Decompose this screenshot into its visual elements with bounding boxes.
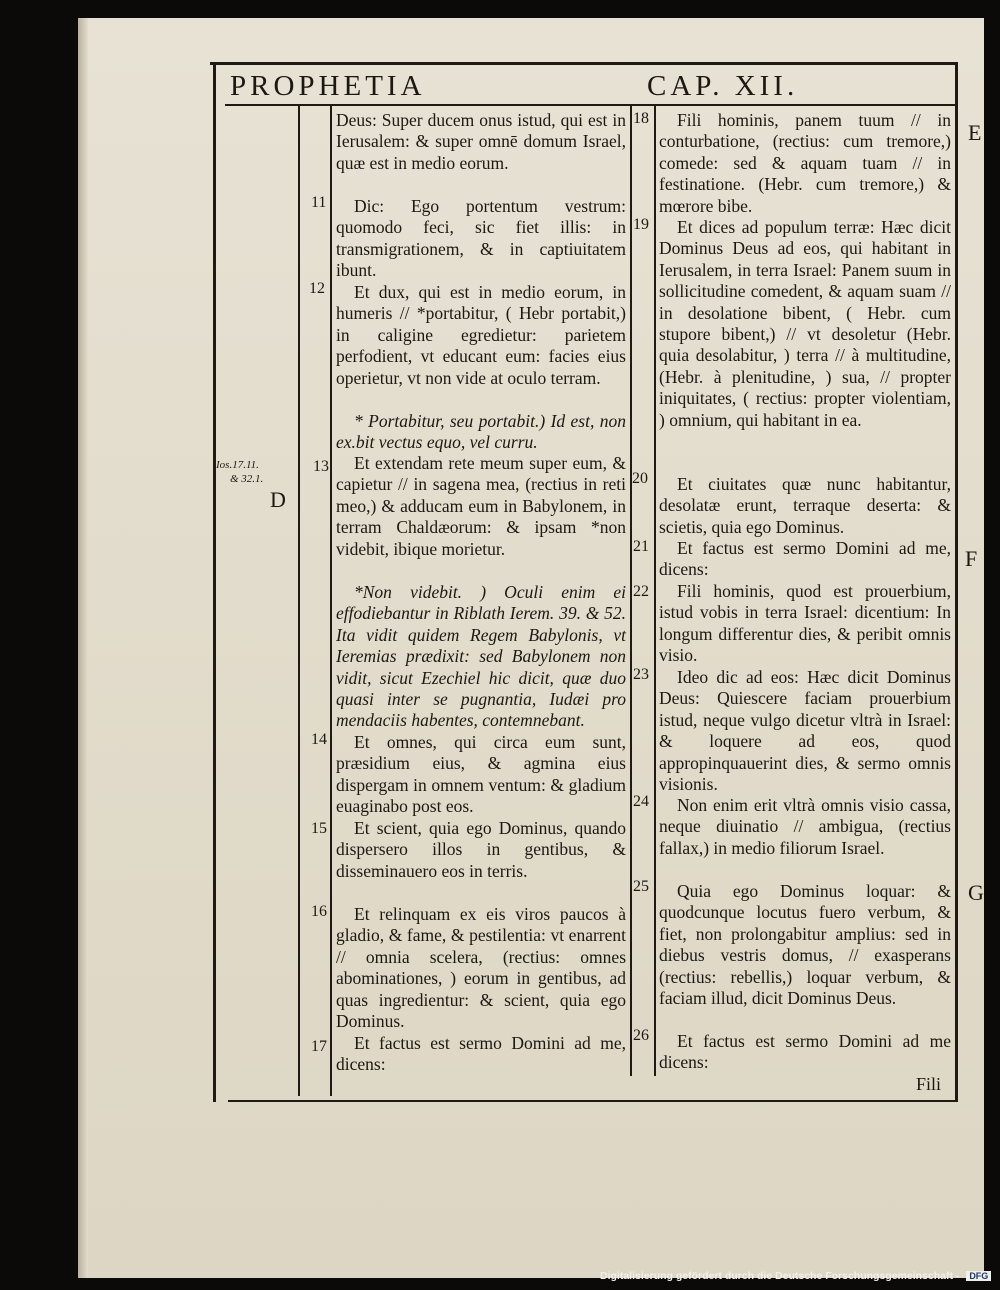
verse-text: Dic: Ego portentum vestrum: quomodo feci, sic fiet illis: in transmigrationem, & in captiuitatem ibunt.: [336, 196, 626, 281]
verse-text: Ideo dic ad eos: Hæc dicit Dominus Deus: Quiescere faciam prouerbium istud, neque vulgo dicetur vltrà in Israel: & loquere ad eos, quod appropinquauerint dies, & sermo omnis visionis.: [659, 667, 951, 795]
left-text-column: [336, 110, 626, 1076]
verse-number: 20: [632, 470, 648, 487]
verse-text: Et factus est sermo Domini ad me, dicens:: [336, 1033, 626, 1075]
margin-reference-line: Ios.17.11.: [216, 459, 259, 471]
verse-text: Fili hominis, quod est prouerbium, istud vobis in terra Israel: dicentium: In longum differentur dies, & peribit omnis visio.: [659, 581, 951, 666]
catchword: Fili: [916, 1074, 942, 1094]
center-rule: [630, 106, 632, 1076]
verse-text: Et factus est sermo Domini ad me dicens:: [659, 1031, 951, 1073]
bottom-rule: [228, 1100, 958, 1102]
inner-left-rule: [298, 106, 300, 1096]
verse-number: 21: [633, 538, 649, 555]
verse-text: Et dices ad populum terræ: Hæc dicit Dominus Deus ad eos, qui habitant in Ierusalem, in terra Israel: Panem suum in sollicitudine comedent, & aquam suam // in desolatione bibent, ( Hebr. cum stupore bibent,) // vt desoletur (Hebr. quia desolabitur, ) terra // à multitudine, (Hebr. à plenitudine, ) sua, // propter iniquitates, ( rectius: propter violentiam, ) omnium, qui habitant in ea.: [659, 217, 951, 430]
digitization-footer: [600, 1270, 991, 1282]
verse-text: Et omnes, qui circa eum sunt, præsidium eius, & agmina eius dispergam in omnem ventum: & gladium euaginabo post eos.: [336, 732, 626, 817]
verse-number: 26: [633, 1027, 649, 1044]
verse-number: 11: [311, 194, 327, 211]
verse-rule-left: [330, 106, 332, 1096]
verse-number: 22: [633, 583, 649, 600]
verse-number: 14: [311, 731, 327, 748]
verse-text: Fili hominis, panem tuum // in conturbatione, (rectius: cum tremore,) comede: sed & aquam tuam // in festinatione. (Hebr. cum tremore,) & mœrore bibe.: [659, 110, 951, 216]
margin-letter-f: F: [965, 546, 978, 571]
top-rule: [210, 62, 958, 65]
right-text-column: [659, 110, 951, 1074]
margin-reference-line: & 32.1.: [230, 473, 264, 485]
verse-text: Et ciuitates quæ nunc habitantur, desolatæ erunt, terraque deserta: & scietis, quia ego Dominus.: [659, 474, 951, 537]
verse-text: Et scient, quia ego Dominus, quando dispersero illos in gentibus, & disseminauero eos in terris.: [336, 818, 626, 881]
verse-number: 18: [633, 110, 649, 127]
footer-text: Digitalisierung gefördert durch die Deutsche Forschungsgemeinschaft -: [600, 1270, 960, 1282]
verse-rule-right: [654, 106, 656, 1076]
header-chapter: CAP. XII.: [647, 70, 799, 102]
verse-number: 19: [633, 216, 649, 233]
verse-number: 25: [633, 878, 649, 895]
verse-number: 17: [311, 1038, 327, 1055]
verse-text: Et relinquam ex eis viros paucos à gladio, & fame, & pestilentia: vt enarrent // omnia scelera, (rectius: omnes abominationes, ) eorum in gentibus, ad quas ingredientur: & scient, quia ego Dominus.: [336, 904, 626, 1032]
verse-number: 24: [633, 793, 649, 810]
margin-letter-e: E: [968, 120, 982, 145]
annotation-text: *Non videbit. ) Oculi enim ei effodiebantur in Riblath Ierem. 39. & 52. Ita vidit quidem Regem Babylonis, vt Ieremias prædixit: sed Babylonem non vidit, sicut Ezechiel hic dicit, quæ duo quasi inter se pugnantia, Iudæi pro mendaciis habentes, contemnebant.: [336, 582, 626, 731]
margin-reference: [216, 458, 286, 486]
page-gutter: [78, 18, 88, 1278]
verse-text: Quia ego Dominus loquar: & quodcunque locutus fuero verbum, & fiet, non prolongabitur amplius: sed in diebus vestris domus, // exasperans (rectius: rebellis,) loquar verbum, & faciam illud, dicit Dominus Deus.: [659, 881, 951, 1009]
verse-number: 12: [309, 280, 325, 297]
verse-number: 16: [311, 903, 327, 920]
header-title: PROPHETIA: [230, 70, 426, 102]
running-header: [230, 66, 850, 106]
verse-text: Non enim erit vltrà omnis visio cassa, neque diuinatio // ambigua, (rectius fallax,) in medio filiorum Israel.: [659, 795, 951, 858]
margin-letter-g: G: [968, 880, 984, 905]
verse-text: Deus: Super ducem onus istud, qui est in Ierusalem: & super omnē domum Israel, quæ est in medio eorum.: [336, 110, 626, 173]
verse-number: 13: [313, 458, 329, 475]
left-frame-rule: [213, 62, 216, 1102]
verse-number: 15: [311, 820, 327, 837]
annotation-text: * Portabitur, seu portabit.) Id est, non ex.bit vectus equo, vel curru.: [336, 411, 626, 453]
dfg-logo: DFG: [966, 1271, 991, 1281]
verse-text: Et extendam rete meum super eum, & capietur // in sagena mea, (rectius in reti meo,) & adducam eum in Babylonem, in terram Chaldæorum: & ipsam *non videbit, ibique morietur.: [336, 453, 626, 559]
verse-text: Et dux, qui est in medio eorum, in humeris // *portabitur, ( Hebr portabit,) in caligine egredietur: parietem perfodient, vt educant eum: facies eius operietur, vt non vide at oculo terram.: [336, 282, 626, 388]
verse-number: 23: [633, 666, 649, 683]
margin-letter-d: D: [270, 487, 286, 512]
right-frame-rule: [955, 62, 958, 1102]
verse-text: Et factus est sermo Domini ad me, dicens:: [659, 538, 951, 580]
